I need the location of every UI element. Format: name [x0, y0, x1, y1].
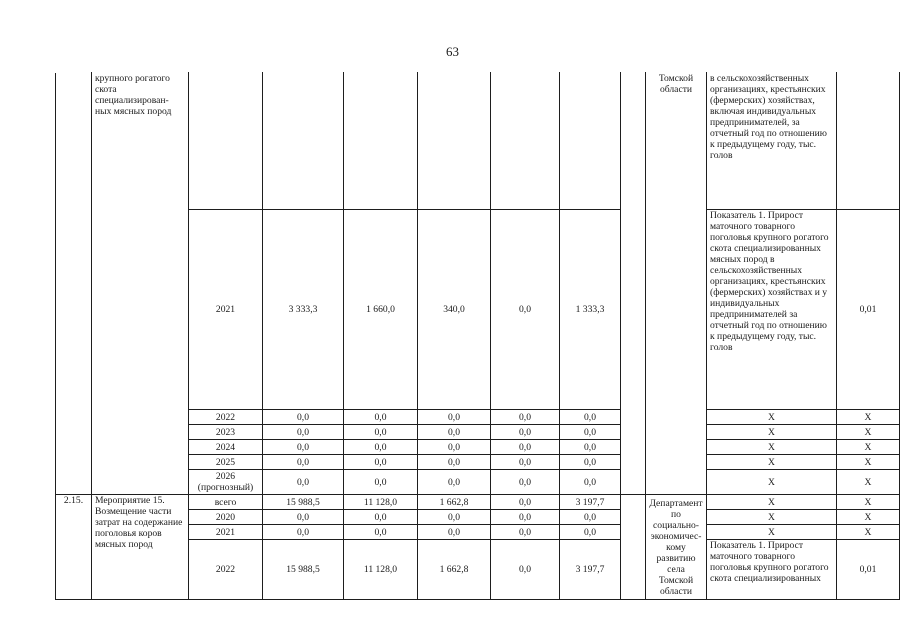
offbudget-cell: 0,0	[560, 440, 621, 455]
regional-cell: 0,0	[418, 410, 491, 425]
local-cell: 0,0	[491, 440, 560, 455]
local-cell	[491, 73, 560, 210]
local-cell: 0,0	[491, 210, 560, 410]
regional-cell	[418, 73, 491, 210]
local-cell: 0,0	[491, 540, 560, 600]
spacer-cell	[621, 73, 646, 210]
spacer-cell	[621, 440, 646, 455]
local-cell: 0,0	[491, 410, 560, 425]
local-cell: 0,0	[491, 510, 560, 525]
offbudget-cell: 0,0	[560, 525, 621, 540]
indicator-value-cell: Х	[837, 440, 900, 455]
year-cell: 2022	[189, 410, 263, 425]
federal-cell: 0,0	[344, 510, 418, 525]
federal-cell: 0,0	[344, 425, 418, 440]
spacer-cell	[621, 410, 646, 425]
indicator-cell: Х	[707, 410, 837, 425]
year-cell: 2023	[189, 425, 263, 440]
indicator-cell: Х	[707, 495, 837, 510]
federal-cell: 0,0	[344, 440, 418, 455]
total-cell: 0,0	[263, 440, 344, 455]
offbudget-cell: 1 333,3	[560, 210, 621, 410]
spacer-cell	[621, 495, 646, 600]
local-cell: 0,0	[491, 495, 560, 510]
executor-cell: Томской области	[646, 73, 707, 495]
spacer-cell	[621, 470, 646, 495]
indicator-value-cell: Х	[837, 470, 900, 495]
indicator-cell: Х	[707, 440, 837, 455]
indicator-value-cell: Х	[837, 510, 900, 525]
row-number-cell	[56, 73, 92, 495]
year-cell	[189, 73, 263, 210]
table-row	[56, 73, 900, 210]
offbudget-cell: 3 197,7	[560, 495, 621, 510]
indicator-value-cell: Х	[837, 425, 900, 440]
indicator-value-cell: Х	[837, 495, 900, 510]
regional-cell: 0,0	[418, 440, 491, 455]
year-cell: 2022	[189, 540, 263, 600]
regional-cell: 0,0	[418, 425, 491, 440]
event-name-cell: крупного рогатого скота специализирован-ных мясных пород	[92, 73, 189, 495]
spacer-cell	[621, 210, 646, 410]
total-cell: 0,0	[263, 410, 344, 425]
indicator-value-cell: Х	[837, 410, 900, 425]
federal-cell: 11 128,0	[344, 540, 418, 600]
local-cell: 0,0	[491, 425, 560, 440]
indicator-cell: Х	[707, 425, 837, 440]
regional-cell: 1 662,8	[418, 540, 491, 600]
offbudget-cell	[560, 73, 621, 210]
federal-cell: 0,0	[344, 455, 418, 470]
local-cell: 0,0	[491, 470, 560, 495]
indicator-cell: Х	[707, 510, 837, 525]
indicator-cell: Х	[707, 525, 837, 540]
offbudget-cell: 3 197,7	[560, 540, 621, 600]
total-cell	[263, 73, 344, 210]
regional-cell: 1 662,8	[418, 495, 491, 510]
table-row	[56, 495, 900, 510]
total-cell: 0,0	[263, 425, 344, 440]
indicator-cell: Показатель 1. Прирост маточного товарного поголовья крупного рогатого скота специализированных мясных пород в сельскохозяйственных организациях, крестьянских (фермерских) хозяйствах и у индивидуальных предпринимателей за отчетный год по отношению к предыдущему году, тыс. голов	[707, 210, 837, 410]
total-cell: 3 333,3	[263, 210, 344, 410]
offbudget-cell: 0,0	[560, 425, 621, 440]
indicator-cell: Х	[707, 470, 837, 495]
year-cell: 2021	[189, 525, 263, 540]
federal-cell: 1 660,0	[344, 210, 418, 410]
total-cell: 0,0	[263, 455, 344, 470]
offbudget-cell: 0,0	[560, 455, 621, 470]
local-cell: 0,0	[491, 525, 560, 540]
budget-table	[55, 72, 900, 600]
federal-cell	[344, 73, 418, 210]
indicator-cell: Х	[707, 455, 837, 470]
spacer-cell	[621, 455, 646, 470]
indicator-value-cell: 0,01	[837, 540, 900, 600]
federal-cell: 0,0	[344, 410, 418, 425]
local-cell: 0,0	[491, 455, 560, 470]
total-cell: 0,0	[263, 470, 344, 495]
year-cell: 2024	[189, 440, 263, 455]
indicator-cell: Показатель 1. Прирост маточного товарного поголовья крупного рогатого скота специализированных	[707, 540, 837, 600]
event-name-cell: Мероприятие 15. Возмещение части затрат на содержание поголовья коров мясных пород	[92, 495, 189, 600]
regional-cell: 0,0	[418, 470, 491, 495]
offbudget-cell: 0,0	[560, 510, 621, 525]
regional-cell: 0,0	[418, 455, 491, 470]
regional-cell: 340,0	[418, 210, 491, 410]
year-cell: 2025	[189, 455, 263, 470]
spacer-cell	[621, 425, 646, 440]
indicator-value-cell: 0,01	[837, 210, 900, 410]
indicator-value-cell: Х	[837, 525, 900, 540]
offbudget-cell: 0,0	[560, 410, 621, 425]
year-cell: 2020	[189, 510, 263, 525]
indicator-value-cell: Х	[837, 455, 900, 470]
indicator-value-cell	[837, 73, 900, 210]
total-cell: 0,0	[263, 510, 344, 525]
federal-cell: 0,0	[344, 470, 418, 495]
federal-cell: 0,0	[344, 525, 418, 540]
year-cell: 2021	[189, 210, 263, 410]
offbudget-cell: 0,0	[560, 470, 621, 495]
total-cell: 0,0	[263, 525, 344, 540]
year-cell: 2026 (прогнозный)	[189, 470, 263, 495]
total-cell: 15 988,5	[263, 540, 344, 600]
indicator-cell: в сельскохозяйственных организациях, крестьянских (фермерских) хозяйствах, включая индивидуальных предпринимателей, за отчетный год по отношению к предыдущему году, тыс. голов	[707, 73, 837, 210]
federal-cell: 11 128,0	[344, 495, 418, 510]
year-cell: всего	[189, 495, 263, 510]
regional-cell: 0,0	[418, 525, 491, 540]
executor-cell: Департамент по социально-экономичес-кому развитию села Томской области	[646, 495, 707, 600]
total-cell: 15 988,5	[263, 495, 344, 510]
page-number: 63	[446, 44, 459, 59]
row-number-cell: 2.15.	[56, 495, 92, 600]
regional-cell: 0,0	[418, 510, 491, 525]
